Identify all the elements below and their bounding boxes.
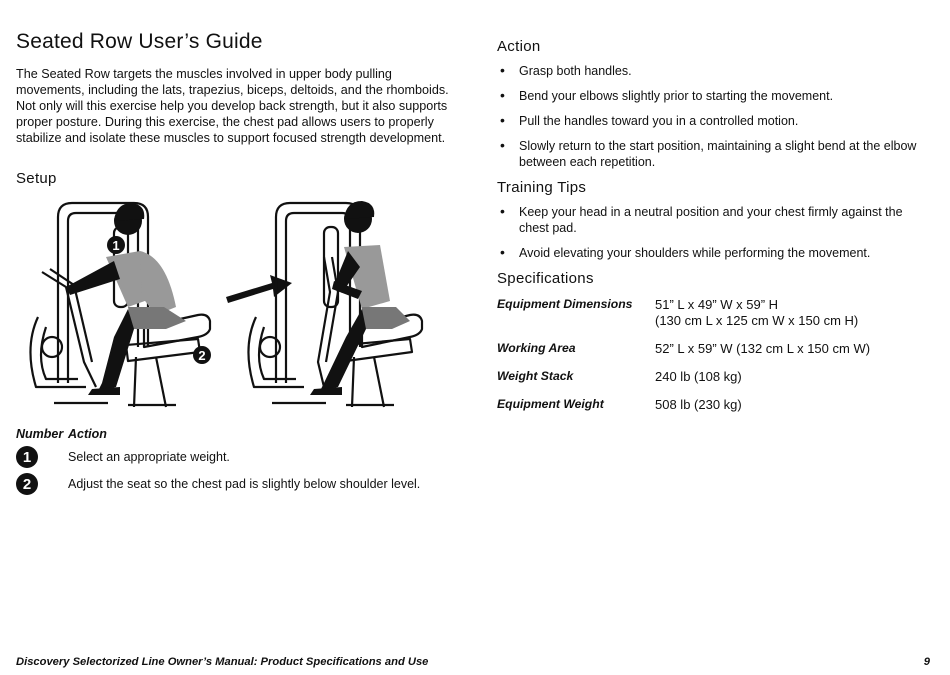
spec-value-line: 51” L x 49” W x 59” H [655, 297, 779, 312]
left-column [16, 30, 456, 495]
setup-step-row [16, 446, 456, 468]
tips-list [497, 204, 932, 261]
list-item: • Avoid elevating your shoulders while performing the movement. [497, 245, 932, 261]
step-text: Select an appropriate weight. [68, 450, 230, 464]
list-item: • Grasp both handles. [497, 63, 932, 79]
spec-label: Working Area [497, 341, 576, 355]
right-column [497, 38, 932, 425]
callout-1-label: 1 [112, 238, 120, 253]
setup-step-row [16, 473, 456, 495]
spec-row [497, 397, 932, 413]
spec-value [655, 397, 742, 413]
spec-row [497, 369, 932, 385]
list-item: • Bend your elbows slightly prior to starting the movement. [497, 88, 932, 104]
step-number-badge: 1 [16, 446, 38, 468]
intro-paragraph: The Seated Row targets the muscles involved in upper body pulling movements, including the lats, trapezius, biceps, deltoids, and the rhomboids. Not only will this exercise help you develop back strength, but it also supports proper posture. During this exercise, the chest pad allows users to properly stabilize and isolate these muscles to support focused strength development. [16, 67, 449, 145]
step-number-badge: 2 [16, 473, 38, 495]
spec-label: Equipment Dimensions [497, 297, 633, 311]
setup-table-header [16, 427, 456, 441]
spec-row [497, 297, 932, 329]
list-item: • Slowly return to the start position, maintaining a slight bend at the elbow between each repetition. [497, 138, 932, 170]
specifications-heading: Specifications [497, 270, 594, 287]
action-heading: Action [497, 38, 541, 55]
page-number: 9 [923, 656, 930, 668]
setup-heading: Setup [16, 170, 57, 187]
specifications-table [497, 297, 932, 413]
spec-value-line: 52” L x 59” W (132 cm L x 150 cm W) [655, 341, 871, 356]
setup-table [16, 427, 456, 495]
spec-value-line: (130 cm L x 125 cm W x 150 cm H) [655, 313, 859, 328]
machine-figure-pull [234, 197, 424, 417]
list-item: • Pull the handles toward you in a controlled motion. [497, 113, 932, 129]
page-footer [16, 656, 930, 668]
spec-value [655, 341, 870, 357]
spec-label: Equipment Weight [497, 397, 604, 411]
callout-2-badge [193, 346, 211, 364]
setup-illustration [16, 197, 456, 417]
page-title: Seated Row User’s Guide [16, 30, 263, 53]
training-tips-heading: Training Tips [497, 179, 587, 196]
spec-label: Weight Stack [497, 369, 574, 383]
spec-value-line: 508 lb (230 kg) [655, 397, 742, 412]
footer-title: Discovery Selectorized Line Owner’s Manual: Product Specifications and Use [16, 656, 429, 668]
action-column-header: Action [68, 427, 107, 441]
step-text: Adjust the seat so the chest pad is slightly below shoulder level. [68, 477, 421, 491]
list-item: • Keep your head in a neutral position and your chest firmly against the chest pad. [497, 204, 932, 236]
callout-2-label: 2 [198, 348, 206, 363]
callout-1-badge [107, 236, 125, 254]
action-list [497, 63, 932, 170]
spec-value [655, 297, 858, 329]
machine-figure-start [16, 197, 216, 417]
spec-value-line: 240 lb (108 kg) [655, 369, 742, 384]
number-column-header: Number [16, 427, 64, 441]
spec-value [655, 369, 742, 385]
spec-row [497, 341, 932, 357]
